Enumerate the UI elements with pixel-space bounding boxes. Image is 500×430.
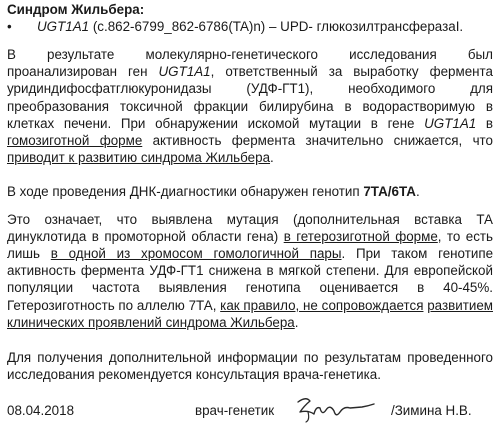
text-segment: , ответственный за выработку фермента уридиндифосфатглюкуронидазы (УДФ-ГТ1), необходимого для преобразования токсичной фракции билирубина в водорастворимую в клетках печени. При обнаружении искомой мутации в гене (7, 64, 493, 131)
underlined-text: гомозиготной форме (7, 133, 143, 149)
interpretation-paragraph (7, 211, 493, 331)
text-segment: В результате молекулярно-генетического исследования был проанализирован ген (7, 47, 493, 80)
gene-name: UGT1A1 (424, 115, 477, 131)
text-segment: . (270, 150, 274, 166)
signature-footer (7, 402, 493, 422)
gene-details: (c.862-6799_862-6786(TA)n) – UPD- глюкозилтрансферазаI. (89, 19, 464, 34)
text-segment: В ходе проведения ДНК-диагностики обнаружен генотип (7, 184, 364, 200)
document-body (7, 0, 493, 383)
result-paragraph (7, 46, 493, 166)
text-segment: . (294, 314, 299, 330)
gene-name: UGT1A1 (158, 64, 211, 80)
gene-bullet (7, 18, 493, 36)
signer-role: врач-генетик (195, 403, 275, 418)
underlined-text: как правило, не сопровождается (220, 297, 424, 313)
section-title: Синдром Жильбера: (7, 2, 145, 17)
recommendation-paragraph: Для получения дополнительной информации по результатам проведенного исследования рекомендуется консультация врача-генетика. (7, 350, 493, 383)
text-segment: . При таком генотипе активность фермента УДФ-ГТ1 снижена в мягкой степени. Для европейской популяции частота выявления генотипа оценивается в 40-45%. Гетерозиготность по аллелю 7ТА, (7, 246, 494, 313)
gene-name: UGT1A1 (37, 19, 90, 34)
genotype-paragraph (7, 183, 493, 200)
underlined-text: в одной из хромосом гомологичной пары (50, 246, 342, 262)
underlined-text: приводит к развитию синдрома Жильбера (7, 150, 271, 166)
underlined-text: в гетерозиготной форме (283, 228, 438, 244)
signer-name: /Зимина Н.В. (391, 403, 472, 418)
genotype-value: 7ТА/6ТА (363, 184, 416, 200)
gene-description (37, 18, 493, 36)
underlined-text: развитием клинических проявлений синдрома Жильбера (7, 297, 493, 330)
report-date: 08.04.2018 (7, 403, 75, 418)
text-segment: . (415, 184, 420, 200)
handwritten-signature (292, 392, 382, 428)
bullet-mark: • (7, 19, 12, 34)
text-segment: , то есть лишь (7, 228, 494, 262)
text-segment: Это означает, что выявлена мутация (дополнительная вставка ТА динуклотида в промоторной области гена) (7, 211, 493, 244)
text-segment: активность фермента значительно снижается, что (142, 133, 493, 149)
text-segment: в (476, 115, 493, 131)
